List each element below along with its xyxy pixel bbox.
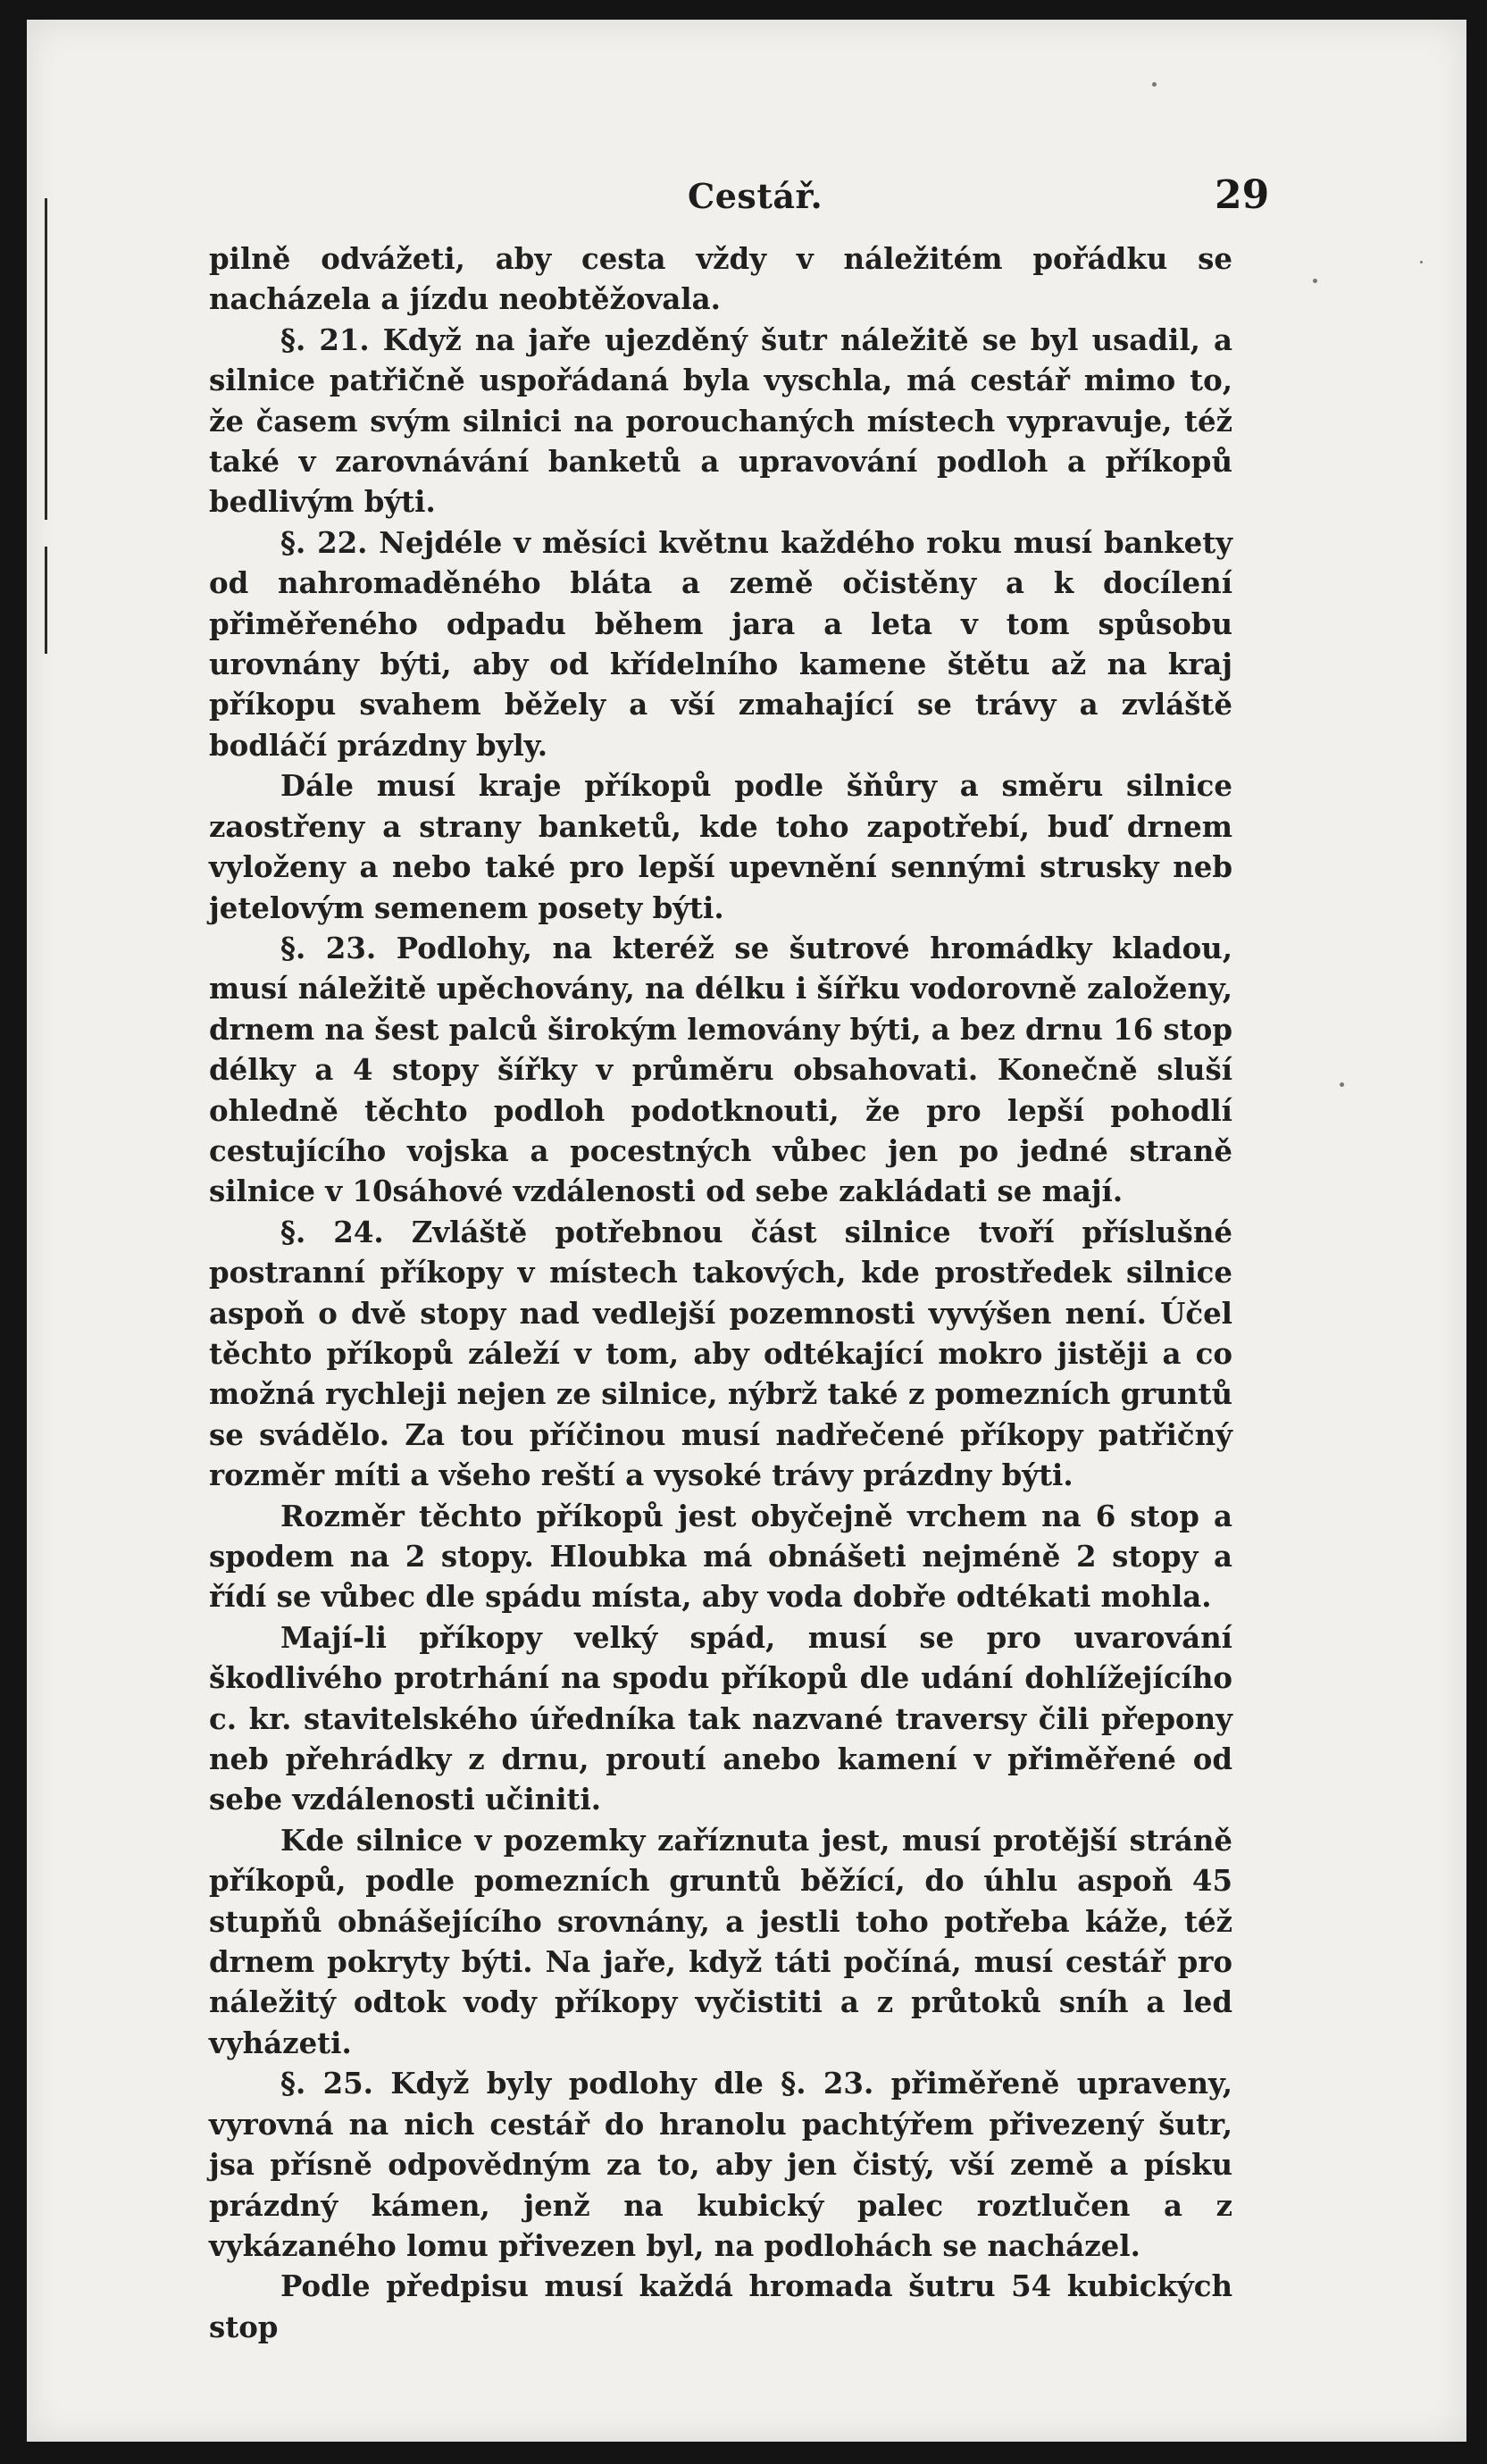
- paragraph-section-24: §. 24. Zvláště potřebnou část silnice tvoří příslušné postranní příkopy v místech takových, kde prostředek silnice aspoň o dvě stopy nad vedlejší pozemnosti vyvýšen není. Účel těchto příkopů záleží v tom, aby odtékající mokro jistěji a co možná rychleji nejen ze silnice, nýbrž také z pomezních gruntů se svádělo. Za tou příčinou musí nadřečené příkopy patřičný rozměr míti a všeho reští a vysoké trávy prázdny býti.: [209, 1215, 1232, 1493]
- running-head: Cestář.: [688, 176, 823, 216]
- paragraph: Kde silnice v pozemky zaříznuta jest, musí protější stráně příkopů, podle pomezních gruntů běžící, do úhlu aspoň 45 stupňů obnášejícího srovnány, a jestli toho potřeba káže, též drnem pokryty býti. Na jaře, když táti počíná, musí cestář pro náležitý odtok vody příkopy vyčistiti a z průtoků sníh a led vyházeti.: [209, 1823, 1232, 2060]
- paragraph: Dále musí kraje příkopů podle šňůry a směru silnice zaostřeny a strany banketů, kde toho zapotřebí, buď drnem vyloženy a nebo také pro lepší upevnění sennými strusky neb jetelovým semenem posety býti.: [209, 769, 1232, 925]
- paragraph-section-23: §. 23. Podlohy, na kteréž se šutrové hromádky kladou, musí náležitě upěchovány, na délku i šířku vodorovně založeny, drnem na šest palců širokým lemovány býti, a bez drnu 16 stop délky a 4 stopy šířky v průměru obsahovati. Konečně sluší ohledně těchto podloh podotknouti, že pro lepší pohodlí cestujícího vojska a pocestných vůbec jen po jedné straně silnice v 10sáhové vzdálenosti od sebe zakládati se mají.: [209, 931, 1232, 1209]
- paragraph-section-22: §. 22. Nejdéle v měsíci květnu každého roku musí bankety od nahromaděného bláta a země očistěny a k docílení přiměřeného odpadu během jara a leta v tom spůsobu urovnány býti, aby od křídelního kamene štětu až na kraj příkopu svahem běžely a vší zmahající se trávy a zvláště bodláčí prázdny byly.: [209, 525, 1232, 763]
- paragraph: Rozměr těchto příkopů jest obyčejně vrchem na 6 stop a spodem na 2 stopy. Hloubka má obnášeti nejméně 2 stopy a řídí se vůbec dle spádu místa, aby voda dobře odtékati mohla.: [209, 1499, 1232, 1615]
- paper-speck: [1313, 279, 1317, 283]
- paragraph: pilně odvážeti, aby cesta vždy v náležitém pořádku se nacházela a jízdu neobtěžovala.: [209, 242, 1232, 317]
- body-text: [209, 239, 1232, 2348]
- paper-speck: [1340, 1082, 1344, 1087]
- paragraph-section-21: §. 21. Když na jaře ujezděný šutr náležitě se byl usadil, a silnice patřičně uspořádaná byla vyschla, má cestář mimo to, že časem svým silnici na porouchaných místech vypravuje, též také v zarovnávání banketů a upravování podloh a příkopů bedlivým býti.: [209, 322, 1232, 520]
- paper-speck: [1152, 82, 1157, 87]
- page-header: [27, 172, 1466, 230]
- paper-speck: [1420, 261, 1423, 263]
- paragraph-section-25: §. 25. Když byly podlohy dle §. 23. přiměřeně upraveny, vyrovná na nich cestář do hranolu pachtýřem přivezený šutr, jsa přísně odpovědným za to, aby jen čistý, vší země a písku prázdný kámen, jenž na kubický palec roztlučen a z vykázaného lomu přivezen byl, na podlohách se nacházel.: [209, 2067, 1232, 2263]
- binding-edge-lower: [45, 547, 47, 654]
- page-number: 29: [1215, 172, 1270, 218]
- paragraph: Podle předpisu musí každá hromada šutru 54 kubických stop: [209, 2269, 1232, 2344]
- binding-edge: [45, 198, 47, 520]
- paragraph: Mají-li příkopy velký spád, musí se pro uvarování škodlivého protrhání na spodu příkopů dle udání dohlížejícího c. kr. stavitelského úředníka tak nazvané traversy čili přepony neb přehrádky z drnu, proutí anebo kamení v přiměřené od sebe vzdálenosti učiniti.: [209, 1620, 1232, 1817]
